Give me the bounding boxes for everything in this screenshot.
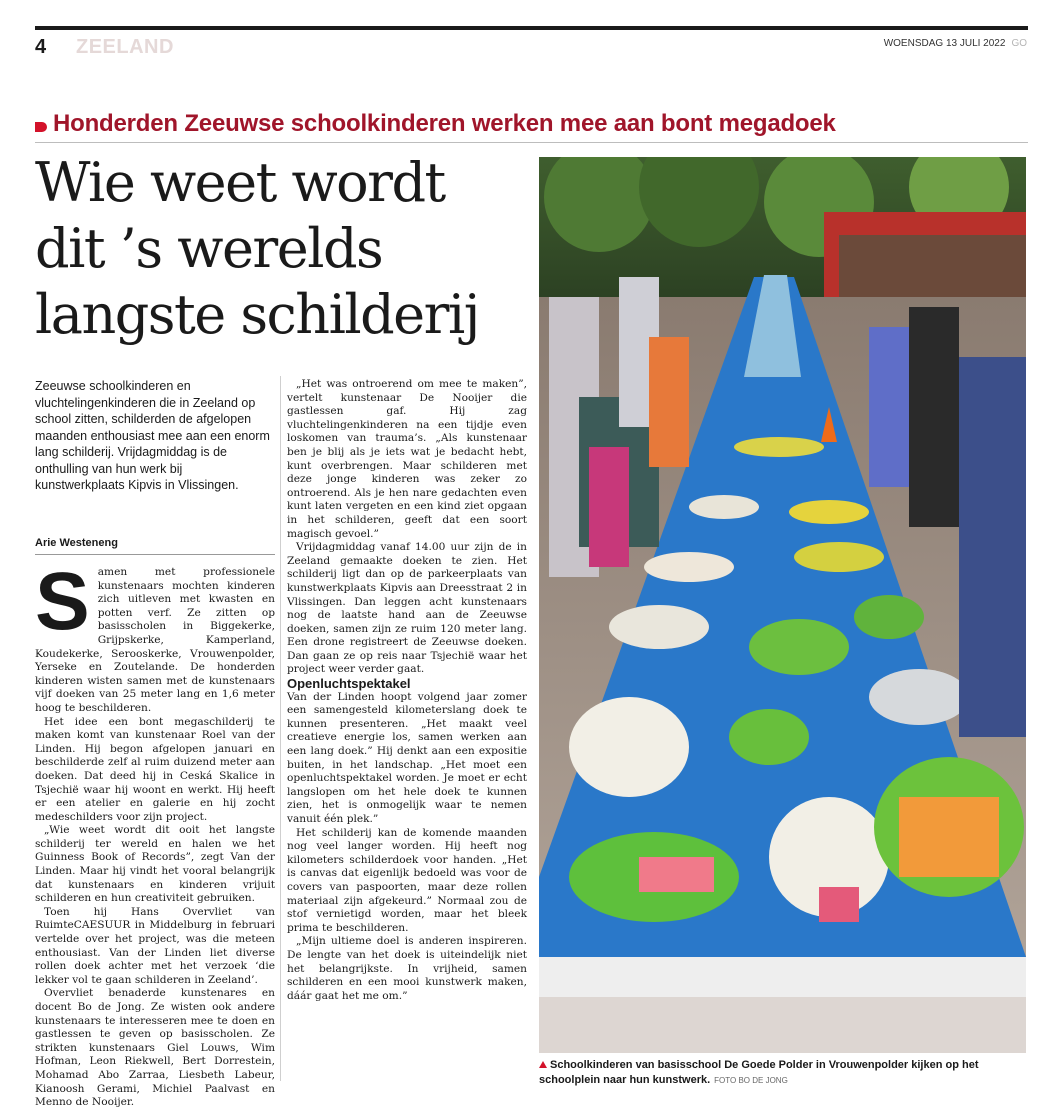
headline-line-3: langste schilderij (35, 283, 479, 346)
body-paragraph: Overvliet benaderde kunstenares en docent Bo de Jong. Ze wisten ook andere kunstenaars te interesseren mee te doen en gastlessen te geven op basisscholen. Ze strikten kunstenaars Giel Louws, Wim Hofman, Leon Riekwell, Bert Dorrestein, Mohamad Abo Zarraa, Liesbeth Labeur, Kianoosh Gerami, Michiel Paalvast en Menno de Nooijer. (35, 987, 275, 1109)
caption-marker-icon (539, 1061, 547, 1068)
body-paragraph: „Mijn ultieme doel is anderen inspireren. De lengte van het doek is uiteindelijk niet het belangrijkste. In vrijheid, samen schilderen en een mooi kunstwerk maken, dáár gaat het me om.” (287, 935, 527, 1002)
body-paragraph: Het idee een bont megaschilderij te maken komt van kunstenaar Roel van der Linden. Hij begon afgelopen januari en beschilderde zelf al ruim duizend meter aan doeken. Dat deed hij in Ceská Skalice in Tsjechië waar hij woont en werkt. Hij heeft er een atelier en galerie en hij zocht medeschilders voor zijn project. (35, 715, 275, 823)
kicker-bar (35, 108, 1028, 143)
top-rule (35, 26, 1028, 30)
dateline (884, 38, 1027, 49)
drop-cap: S (35, 556, 90, 647)
article-column-2 (287, 378, 527, 1003)
body-paragraph: „Wie weet wordt dit ooit het langste schilderij ter wereld en halen we het Guinness Book of Records”, zegt Van der Linden. Maar hij vindt het vooral belangrijk dat kunstenaars en kinderen vrijuit schilderen en hun creativiteit gebruiken. (35, 824, 275, 905)
photo-schoolchildren-painting (539, 157, 1026, 1053)
photo-caption (539, 1058, 1029, 1088)
caption-text: Schoolkinderen van basisschool De Goede Polder in Vrouwenpolder kijken op het schoolplein naar hun kunstwerk. (539, 1059, 979, 1086)
article-column-1 (35, 556, 275, 1110)
date: WOENSDAG 13 JULI 2022 (883, 38, 1006, 49)
body-paragraph: Van der Linden hoopt volgend jaar zomer een samengesteld kilometerslang doek te kunnen presenteren. „Het maakt veel creatieve energie los, samen werken aan een lang doek.” Hij denkt aan een expositie buiten, in het landschap. „Het moet een openluchtspektakel worden. Je moet er echt langslopen om het hele doek te kunnen zien, het is onmogelijk waar te nemen vanuit één plek.” (287, 690, 527, 825)
body-paragraph: Vrijdagmiddag vanaf 14.00 uur zijn de in Zeeland gemaakte doeken te zien. Het schilderij ligt dan op de parkeerplaats van kunstwerkplaats Kipvis aan Dreesstraat 2 in Vlissingen. Dan leggen acht kunstenaars nog de laatste hand aan de Zeeuwse doeken, samen zijn ze ruim 120 meter lang. Een drone registreert de Zeeuwse doeken. Dan gaan ze op reis naar Tsjechië waar het project weer verder gaat. (287, 541, 527, 676)
headline-line-1: Wie weet wordt (35, 151, 445, 214)
photo-credit: FOTO BO DE JONG (714, 1076, 788, 1085)
edition-label: GO (1011, 38, 1027, 49)
page-number: 4 (35, 36, 47, 58)
body-paragraph: amen met professionele kunstenaars mochten kinderen zich uitleven met kwasten en potten verf. Ze zitten op basisscholen in Biggekerke, Grijpskerke, Kamperland, Koudekerke, Serooskerke, Vrouwenpolder, Yerseke en Zoutelande. De honderden kinderen wisten samen met de kunstenaars vijf doeken van 25 meter lang en 1,6 meter hoog te beschilderen. (35, 566, 275, 714)
subheading: Openluchtspektakel (287, 676, 411, 692)
byline: Arie Westeneng (35, 537, 275, 555)
body-paragraph: Toen hij Hans Overvliet van RuimteCAESUUR in Middelburg in februari vertelde over het project, was die meteen enthousiast. Van der Linden liet diverse rollen doek achter met het verzoek ‘die lekker vol te gaan schilderen in Zeeland’. (35, 905, 275, 986)
body-paragraph: Het schilderij kan de komende maanden nog veel langer worden. Hij heeft nog kilometers schilderdoek voor handen. „Het is canvas dat eigenlijk bedoeld was voor de covers van paspoorten, maar deze rollen materiaal zijn afgekeurd.” Normaal zou de stof vernietigd worden, maar het bleek prima te beschilderen. (287, 826, 527, 934)
kicker-marker-icon (35, 122, 47, 132)
intro-paragraph: Zeeuwse schoolkinderen en vluchtelingenkinderen die in Zeeland op school zitten, schilderden de afgelopen maanden enthousiast mee aan een enorm lang schilderij. Vrijdagmiddag is de onthulling van hun werk bij kunstwerkplaats Kipvis in Vlissingen. (35, 379, 270, 492)
headline-line-2: dit ’s werelds (35, 217, 383, 280)
headline (35, 150, 525, 348)
kicker-text: Honderden Zeeuwse schoolkinderen werken mee aan bont megadoek (53, 110, 836, 137)
article-photo (539, 157, 1026, 1053)
section-title: ZEELAND (76, 36, 174, 58)
column-divider (280, 376, 281, 1081)
body-paragraph: „Het was ontroerend om mee te maken”, vertelt kunstenaar De Nooijer die gastlessen gaf. Hij zag vluchtelingenkinderen na een tijdje even loskomen van trauma’s. „Als kunstenaar ben je blij als je iets wat je bedacht hebt, kunt overbrengen. Maar schilderen met deze jonge kinderen was zeker zo ontroerend. Als je hen nare gedachten even kunt laten vergeten en een kind ziet opgaan in het schilderen, geeft dat een soort magisch gevoel.” (287, 378, 527, 540)
